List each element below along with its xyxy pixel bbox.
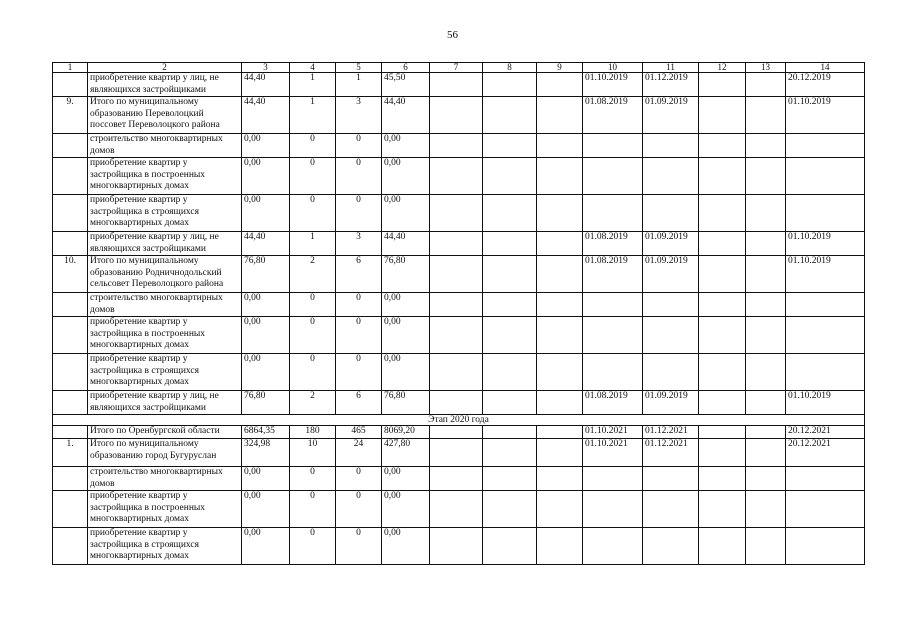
cell-col8 — [483, 73, 537, 97]
cell-col3: 76,80 — [242, 391, 290, 415]
cell-col14: 01.10.2019 — [786, 256, 865, 293]
cell-col12 — [699, 73, 746, 97]
table-row — [53, 467, 865, 491]
cell-col9 — [537, 232, 583, 256]
cell-col12 — [699, 391, 746, 415]
row-name: приобретение квартир у лиц, не являющихся застройщиками — [88, 232, 242, 256]
cell-col5: 24 — [336, 439, 382, 467]
cell-col6: 0,00 — [382, 491, 430, 528]
row-name: приобретение квартир у застройщика в построенных многоквартирных домах — [88, 317, 242, 354]
cell-col12 — [699, 354, 746, 391]
cell-col10: 01.08.2019 — [583, 232, 643, 256]
cell-col14 — [786, 491, 865, 528]
table-row — [53, 528, 865, 565]
cell-col11: 01.09.2019 — [643, 256, 699, 293]
cell-col7 — [430, 158, 483, 195]
header-cell: 11 — [643, 63, 699, 73]
cell-col7 — [430, 256, 483, 293]
cell-col11 — [643, 467, 699, 491]
row-number — [53, 391, 88, 415]
cell-col9 — [537, 317, 583, 354]
cell-col3: 0,00 — [242, 528, 290, 565]
cell-col10: 01.10.2021 — [583, 426, 643, 439]
row-number: 9. — [53, 97, 88, 134]
cell-col10 — [583, 354, 643, 391]
cell-col8 — [483, 426, 537, 439]
cell-col14: 20.12.2019 — [786, 73, 865, 97]
row-name: приобретение квартир у застройщика в построенных многоквартирных домах — [88, 158, 242, 195]
header-cell: 14 — [786, 63, 865, 73]
cell-col10: 01.10.2019 — [583, 73, 643, 97]
cell-col13 — [746, 467, 786, 491]
cell-col3: 0,00 — [242, 317, 290, 354]
header-cell: 9 — [537, 63, 583, 73]
cell-col5: 1 — [336, 73, 382, 97]
cell-col4: 0 — [290, 195, 336, 232]
cell-col13 — [746, 528, 786, 565]
stage-label: Этап 2020 года — [53, 415, 865, 426]
table-row — [53, 426, 865, 439]
cell-col12 — [699, 528, 746, 565]
cell-col5: 0 — [336, 293, 382, 317]
cell-col4: 0 — [290, 158, 336, 195]
row-name: строительство многоквартирных домов — [88, 134, 242, 158]
cell-col3: 44,40 — [242, 97, 290, 134]
cell-col14: 20.12.2021 — [786, 439, 865, 467]
table-row — [53, 391, 865, 415]
table-row — [53, 97, 865, 134]
cell-col3: 44,40 — [242, 73, 290, 97]
cell-col6: 0,00 — [382, 354, 430, 391]
cell-col8 — [483, 256, 537, 293]
cell-col14: 01.10.2019 — [786, 97, 865, 134]
table-row — [53, 232, 865, 256]
cell-col3: 0,00 — [242, 491, 290, 528]
cell-col13 — [746, 426, 786, 439]
table-row — [53, 195, 865, 232]
cell-col4: 10 — [290, 439, 336, 467]
cell-col4: 2 — [290, 256, 336, 293]
cell-col8 — [483, 195, 537, 232]
cell-col9 — [537, 354, 583, 391]
cell-col8 — [483, 317, 537, 354]
row-number — [53, 293, 88, 317]
cell-col6: 44,40 — [382, 232, 430, 256]
cell-col14 — [786, 354, 865, 391]
cell-col4: 180 — [290, 426, 336, 439]
cell-col9 — [537, 134, 583, 158]
cell-col13 — [746, 439, 786, 467]
cell-col7 — [430, 293, 483, 317]
cell-col3: 0,00 — [242, 467, 290, 491]
table-row — [53, 354, 865, 391]
row-name: приобретение квартир у застройщика в построенных многоквартирных домах — [88, 491, 242, 528]
row-number — [53, 232, 88, 256]
cell-col12 — [699, 232, 746, 256]
header-cell: 5 — [336, 63, 382, 73]
cell-col14 — [786, 134, 865, 158]
cell-col13 — [746, 195, 786, 232]
row-number — [53, 158, 88, 195]
cell-col12 — [699, 426, 746, 439]
cell-col14 — [786, 293, 865, 317]
cell-col10: 01.08.2019 — [583, 256, 643, 293]
cell-col8 — [483, 97, 537, 134]
cell-col14 — [786, 195, 865, 232]
row-name: строительство многоквартирных домов — [88, 293, 242, 317]
cell-col5: 0 — [336, 467, 382, 491]
cell-col9 — [537, 73, 583, 97]
cell-col13 — [746, 491, 786, 528]
cell-col14: 20.12.2021 — [786, 426, 865, 439]
cell-col9 — [537, 293, 583, 317]
cell-col4: 1 — [290, 97, 336, 134]
cell-col12 — [699, 256, 746, 293]
cell-col3: 76,80 — [242, 256, 290, 293]
row-number — [53, 354, 88, 391]
cell-col7 — [430, 73, 483, 97]
cell-col12 — [699, 439, 746, 467]
cell-col11 — [643, 317, 699, 354]
cell-col13 — [746, 134, 786, 158]
cell-col6: 44,40 — [382, 97, 430, 134]
row-name: приобретение квартир у застройщика в строящихся многоквартирных домах — [88, 354, 242, 391]
cell-col6: 8069,20 — [382, 426, 430, 439]
row-name: Итого по муниципальному образованию Родничнодольский сельсовет Переволоцкого района — [88, 256, 242, 293]
cell-col9 — [537, 467, 583, 491]
cell-col8 — [483, 232, 537, 256]
cell-col10 — [583, 134, 643, 158]
cell-col6: 45,50 — [382, 73, 430, 97]
cell-col8 — [483, 354, 537, 391]
header-cell: 4 — [290, 63, 336, 73]
cell-col8 — [483, 528, 537, 565]
header-cell: 7 — [430, 63, 483, 73]
cell-col3: 44,40 — [242, 232, 290, 256]
cell-col12 — [699, 134, 746, 158]
row-number: 1. — [53, 439, 88, 467]
row-number — [53, 491, 88, 528]
cell-col4: 0 — [290, 528, 336, 565]
cell-col14 — [786, 467, 865, 491]
cell-col11 — [643, 158, 699, 195]
cell-col14: 01.10.2019 — [786, 232, 865, 256]
cell-col11 — [643, 293, 699, 317]
cell-col4: 0 — [290, 491, 336, 528]
cell-col13 — [746, 354, 786, 391]
cell-col11: 01.09.2019 — [643, 97, 699, 134]
cell-col8 — [483, 491, 537, 528]
table-row — [53, 256, 865, 293]
header-cell: 12 — [699, 63, 746, 73]
cell-col9 — [537, 426, 583, 439]
cell-col7 — [430, 134, 483, 158]
cell-col3: 0,00 — [242, 134, 290, 158]
cell-col14: 01.10.2019 — [786, 391, 865, 415]
cell-col11 — [643, 134, 699, 158]
row-number — [53, 195, 88, 232]
cell-col8 — [483, 293, 537, 317]
cell-col12 — [699, 491, 746, 528]
cell-col10 — [583, 195, 643, 232]
header-row — [53, 63, 865, 73]
cell-col11: 01.09.2019 — [643, 391, 699, 415]
stage-row — [53, 415, 865, 426]
cell-col6: 0,00 — [382, 528, 430, 565]
cell-col10 — [583, 491, 643, 528]
cell-col4: 0 — [290, 354, 336, 391]
cell-col9 — [537, 195, 583, 232]
cell-col13 — [746, 158, 786, 195]
cell-col13 — [746, 256, 786, 293]
cell-col8 — [483, 134, 537, 158]
cell-col3: 6864,35 — [242, 426, 290, 439]
cell-col12 — [699, 97, 746, 134]
cell-col7 — [430, 232, 483, 256]
cell-col6: 76,80 — [382, 391, 430, 415]
cell-col6: 0,00 — [382, 134, 430, 158]
cell-col5: 0 — [336, 317, 382, 354]
cell-col8 — [483, 158, 537, 195]
cell-col12 — [699, 158, 746, 195]
cell-col7 — [430, 426, 483, 439]
cell-col7 — [430, 317, 483, 354]
cell-col6: 0,00 — [382, 158, 430, 195]
cell-col11 — [643, 491, 699, 528]
cell-col5: 3 — [336, 97, 382, 134]
cell-col7 — [430, 491, 483, 528]
cell-col12 — [699, 467, 746, 491]
cell-col9 — [537, 97, 583, 134]
cell-col11: 01.12.2021 — [643, 426, 699, 439]
cell-col3: 324,98 — [242, 439, 290, 467]
cell-col10 — [583, 158, 643, 195]
page-number: 56 — [447, 29, 458, 41]
cell-col10: 01.10.2021 — [583, 439, 643, 467]
cell-col14 — [786, 317, 865, 354]
cell-col6: 0,00 — [382, 293, 430, 317]
cell-col11 — [643, 354, 699, 391]
cell-col12 — [699, 317, 746, 354]
cell-col8 — [483, 439, 537, 467]
cell-col13 — [746, 73, 786, 97]
cell-col14 — [786, 528, 865, 565]
cell-col14 — [786, 158, 865, 195]
cell-col10: 01.08.2019 — [583, 97, 643, 134]
cell-col13 — [746, 391, 786, 415]
row-number — [53, 317, 88, 354]
cell-col4: 0 — [290, 134, 336, 158]
cell-col11: 01.12.2019 — [643, 73, 699, 97]
cell-col7 — [430, 391, 483, 415]
cell-col5: 0 — [336, 195, 382, 232]
cell-col13 — [746, 97, 786, 134]
table-row — [53, 134, 865, 158]
row-number: 10. — [53, 256, 88, 293]
data-table — [52, 62, 865, 565]
table-row — [53, 158, 865, 195]
cell-col9 — [537, 256, 583, 293]
cell-col5: 3 — [336, 232, 382, 256]
cell-col4: 1 — [290, 232, 336, 256]
cell-col6: 76,80 — [382, 256, 430, 293]
cell-col5: 0 — [336, 158, 382, 195]
cell-col11: 01.09.2019 — [643, 232, 699, 256]
cell-col9 — [537, 391, 583, 415]
cell-col12 — [699, 293, 746, 317]
cell-col7 — [430, 97, 483, 134]
row-name: приобретение квартир у лиц, не являющихся застройщиками — [88, 73, 242, 97]
cell-col7 — [430, 195, 483, 232]
cell-col10 — [583, 293, 643, 317]
header-cell: 3 — [242, 63, 290, 73]
cell-col10 — [583, 317, 643, 354]
cell-col10 — [583, 528, 643, 565]
cell-col3: 0,00 — [242, 354, 290, 391]
header-cell: 1 — [53, 63, 88, 73]
cell-col5: 0 — [336, 134, 382, 158]
cell-col11: 01.12.2021 — [643, 439, 699, 467]
header-cell: 13 — [746, 63, 786, 73]
cell-col3: 0,00 — [242, 293, 290, 317]
row-name: Итого по муниципальному образованию Переволоцкий поссовет Переволоцкого района — [88, 97, 242, 134]
cell-col6: 0,00 — [382, 195, 430, 232]
cell-col12 — [699, 195, 746, 232]
table-row — [53, 439, 865, 467]
cell-col10 — [583, 467, 643, 491]
cell-col4: 0 — [290, 293, 336, 317]
cell-col5: 0 — [336, 354, 382, 391]
header-cell: 10 — [583, 63, 643, 73]
cell-col4: 0 — [290, 467, 336, 491]
row-number — [53, 134, 88, 158]
table-row — [53, 317, 865, 354]
cell-col11 — [643, 195, 699, 232]
cell-col6: 427,80 — [382, 439, 430, 467]
cell-col8 — [483, 391, 537, 415]
table-row — [53, 491, 865, 528]
row-name: строительство многоквартирных домов — [88, 467, 242, 491]
cell-col13 — [746, 232, 786, 256]
cell-col3: 0,00 — [242, 158, 290, 195]
cell-col9 — [537, 158, 583, 195]
cell-col4: 1 — [290, 73, 336, 97]
cell-col10: 01.08.2019 — [583, 391, 643, 415]
row-name: приобретение квартир у лиц, не являющихся застройщиками — [88, 391, 242, 415]
table-row — [53, 293, 865, 317]
row-name: приобретение квартир у застройщика в строящихся многоквартирных домах — [88, 195, 242, 232]
cell-col7 — [430, 467, 483, 491]
row-number — [53, 426, 88, 439]
header-cell: 2 — [88, 63, 242, 73]
row-name: приобретение квартир у застройщика в строящихся многоквартирных домах — [88, 528, 242, 565]
cell-col5: 0 — [336, 491, 382, 528]
cell-col7 — [430, 439, 483, 467]
cell-col9 — [537, 528, 583, 565]
cell-col13 — [746, 293, 786, 317]
row-number — [53, 528, 88, 565]
cell-col9 — [537, 439, 583, 467]
cell-col6: 0,00 — [382, 317, 430, 354]
header-cell: 8 — [483, 63, 537, 73]
cell-col5: 6 — [336, 256, 382, 293]
row-number — [53, 73, 88, 97]
cell-col5: 6 — [336, 391, 382, 415]
cell-col4: 0 — [290, 317, 336, 354]
row-name: Итого по муниципальному образованию город Бугуруслан — [88, 439, 242, 467]
row-name: Итого по Оренбургской области — [88, 426, 242, 439]
row-number — [53, 467, 88, 491]
cell-col4: 2 — [290, 391, 336, 415]
cell-col7 — [430, 528, 483, 565]
table-row — [53, 73, 865, 97]
cell-col3: 0,00 — [242, 195, 290, 232]
header-cell: 6 — [382, 63, 430, 73]
cell-col13 — [746, 317, 786, 354]
cell-col8 — [483, 467, 537, 491]
cell-col5: 0 — [336, 528, 382, 565]
cell-col5: 465 — [336, 426, 382, 439]
cell-col7 — [430, 354, 483, 391]
cell-col11 — [643, 528, 699, 565]
cell-col6: 0,00 — [382, 467, 430, 491]
cell-col9 — [537, 491, 583, 528]
